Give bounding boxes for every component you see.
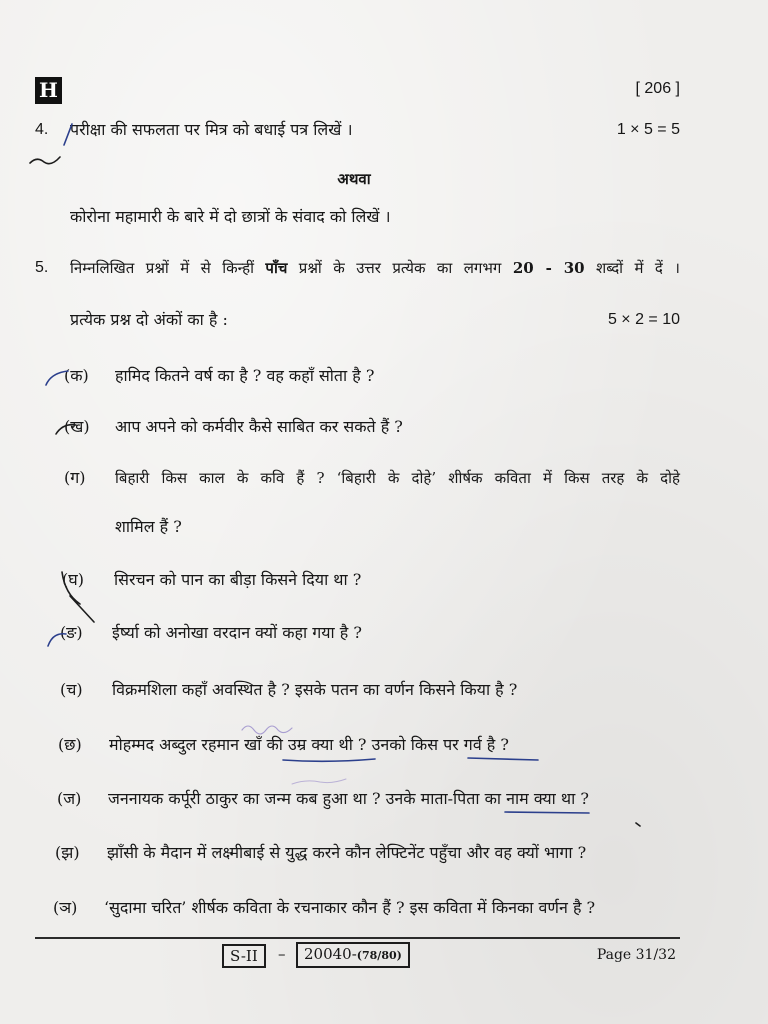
subquestion-text: आप अपने को कर्मवीर कैसे साबित कर सकते हैं ?: [115, 417, 403, 436]
paper-code-suffix: (78/80): [356, 949, 402, 962]
footer-divider: [35, 937, 680, 939]
pen-underline: [283, 759, 375, 761]
series-box: S-II: [222, 944, 266, 968]
question-4-marks: 1 × 5 = 5: [616, 121, 680, 138]
subquestion-text: जननायक कर्पूरी ठाकुर का जन्म कब हुआ था ? उनके माता-पिता का नाम क्या था ?: [108, 789, 589, 808]
question-5-marks: 5 × 2 = 10: [607, 311, 680, 328]
question-number: 4.: [35, 121, 49, 138]
subquestion-label: (ज): [57, 789, 82, 808]
pen-underline: [505, 812, 589, 813]
question-5: [35, 257, 680, 279]
pen-squiggle: [30, 157, 60, 164]
subquestion-text: विक्रमशिला कहाँ अवस्थित है ? इसके पतन का वर्णन किसने किया है ?: [112, 680, 518, 699]
subquestion-label: (ङ): [60, 623, 83, 642]
subquestion-cha: [60, 679, 700, 701]
question-text: परीक्षा की सफलता पर मित्र को बधाई पत्र लिखें ।: [70, 120, 353, 139]
subquestion-chha: [58, 734, 698, 756]
subquestion-nga: [60, 622, 700, 644]
subquestion-kha: [64, 416, 704, 438]
question-text-emphasis: पाँच: [265, 259, 288, 277]
pen-dot-mark: [636, 823, 640, 826]
paper-code-number: 20040-: [304, 945, 357, 963]
subquestion-label: (ञ): [53, 898, 78, 917]
subquestion-text: हामिद कितने वर्ष का है ? वह कहाँ सोता है ?: [115, 366, 375, 385]
subquestion-text: ‘सुदामा चरित’ शीर्षक कविता के रचनाकार कौन हैं ? इस कविता में किनका वर्णन है ?: [104, 898, 596, 917]
subquestion-text: मोहम्मद अब्दुल रहमान खाँ की उम्र क्या थी ? उनको किस पर गर्व है ?: [109, 735, 509, 754]
subquestion-ga: [64, 467, 680, 489]
subquestion-label: (छ): [58, 735, 82, 754]
question-5-note: प्रत्येक प्रश्न दो अंकों का है :: [70, 310, 228, 329]
question-4-alternative: कोरोना महामारी के बारे में दो छात्रों के संवाद को लिखें ।: [70, 207, 391, 226]
paper-code-box: [296, 942, 410, 968]
question-text: [70, 257, 680, 279]
paper-code: [ 206 ]: [635, 80, 680, 97]
subquestion-text: ईर्ष्या को अनोखा वरदान क्यों कहा गया है ?: [112, 623, 362, 642]
page-number: Page 31/32: [596, 947, 676, 963]
subquestion-text: सिरचन को पान का बीड़ा किसने दिया था ?: [114, 570, 362, 589]
subquestion-jha: [55, 842, 695, 864]
subquestion-ja: [57, 788, 697, 810]
subquestion-label: (घ): [62, 570, 84, 589]
footer-dash: –: [278, 945, 286, 963]
subquestion-text: झाँसी के मैदान में लक्ष्मीबाई से युद्ध करने कौन लेफ्टिनेंट पहुँचा और वह क्यों भागा ?: [107, 843, 587, 862]
subquestion-gha: [62, 569, 702, 591]
question-4: [35, 119, 680, 141]
question-text-part: निम्नलिखित प्रश्नों में से किन्हीं: [70, 259, 266, 277]
subquestion-label: (झ): [55, 843, 80, 862]
pen-underline: [468, 758, 538, 760]
pen-faint-scribble: [292, 779, 346, 784]
question-text-part: प्रश्नों के उत्तर प्रत्येक का लगभग: [287, 259, 513, 277]
question-text-part: शब्दों में दें ।: [584, 259, 680, 277]
subquestion-ga-continuation: शामिल हैं ?: [115, 517, 182, 536]
pen-faint-scribble: [242, 726, 292, 734]
subquestion-label: (ग): [64, 468, 86, 487]
subquestion-ka: [64, 365, 704, 387]
subquestion-label: (क): [64, 366, 89, 385]
subquestion-text: बिहारी किस काल के कवि हैं ? ‘बिहारी के दोहे’ शीर्षक कविता में किस तरह के दोहे: [115, 469, 680, 487]
or-heading: अथवा: [337, 170, 371, 188]
question-text-emphasis: 20 - 30: [512, 259, 585, 277]
section-badge: H: [35, 77, 62, 104]
question-number: 5.: [35, 259, 49, 276]
subquestion-label: (ख): [64, 417, 90, 436]
subquestion-nya: [53, 897, 693, 919]
subquestion-label: (च): [60, 680, 83, 699]
